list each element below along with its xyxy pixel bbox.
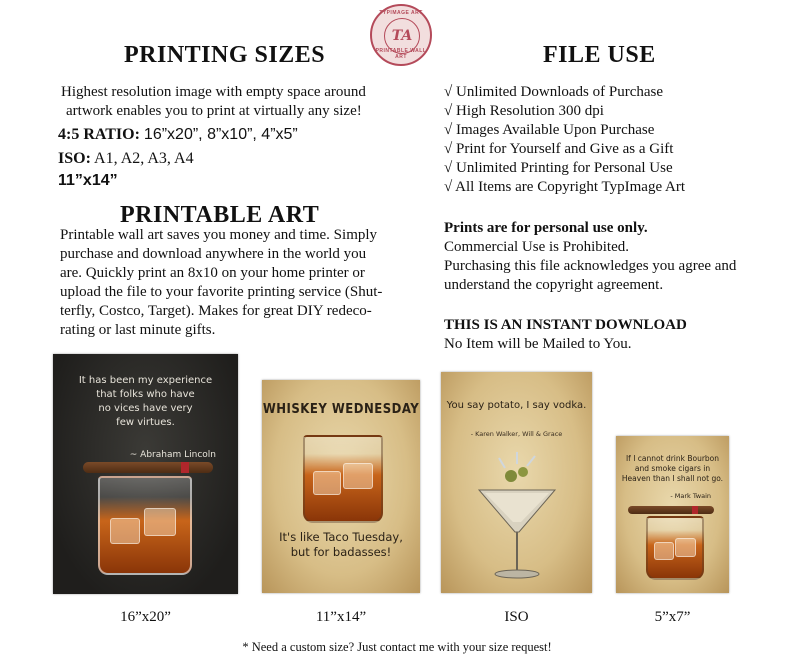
poster-vodka <box>441 372 592 593</box>
poster-lincoln-caption: 16”x20” <box>120 609 171 625</box>
ratio-label: 4:5 RATIO: <box>58 126 140 143</box>
file-use-title: FILE USE <box>543 42 656 68</box>
poster-whiskey-caption: 11”x14” <box>315 609 367 625</box>
logo-monogram: TA <box>384 18 420 54</box>
no-mail-note: No Item will be Mailed to You. <box>444 336 632 352</box>
commercial-note: Commercial Use is Prohibited. <box>444 239 629 255</box>
printable-line: purchase and download anywhere in the world you <box>60 246 367 262</box>
printable-line: are. Quickly print an 8x10 on your home printer or <box>60 265 365 281</box>
whiskey-glass-image <box>303 435 383 523</box>
extra-size: 11”x14” <box>58 172 118 189</box>
printable-line: rating or last minute gifts. <box>60 322 216 338</box>
logo-brand-text: TYPIMAGE ART <box>379 10 423 16</box>
printing-sizes-title: PRINTING SIZES <box>124 42 326 68</box>
feature-list <box>444 83 685 197</box>
poster-twain-author: - Mark Twain <box>670 492 711 500</box>
personal-use-note: Prints are for personal use only. <box>444 220 648 236</box>
poster-lincoln-author: ~ Abraham Lincoln <box>129 450 216 460</box>
feature-item: √ Unlimited Downloads of Purchase <box>444 84 664 100</box>
iso-label: ISO: <box>58 150 91 167</box>
poster-twain-caption: 5”x7” <box>654 609 691 625</box>
ratio-line <box>58 126 298 144</box>
poster-vodka-quote: You say potato, I say vodka. <box>446 400 587 411</box>
instant-download-heading: THIS IS AN INSTANT DOWNLOAD <box>444 317 687 333</box>
poster-whiskey-title: WHISKEY WEDNESDAY <box>262 402 420 417</box>
feature-item: √ Images Available Upon Purchase <box>444 122 655 138</box>
quote-line: that folks who have <box>96 389 195 400</box>
printable-art-title: PRINTABLE ART <box>120 202 320 228</box>
poster-twain-quote <box>616 454 729 484</box>
intro-line-1: Highest resolution image with empty space around <box>61 84 366 100</box>
iso-sizes: A1, A2, A3, A4 <box>94 150 194 167</box>
brand-logo <box>370 4 432 66</box>
intro-line-2: artwork enables you to print at virtually any size! <box>66 103 362 119</box>
poster-whiskey-quote <box>262 530 420 560</box>
poster-vodka-caption: ISO <box>504 609 529 625</box>
feature-item: √ All Items are Copyright TypImage Art <box>444 179 686 195</box>
quote-line: It has been my experience <box>78 375 213 386</box>
whiskey-glass-image <box>646 516 704 580</box>
cigar-image <box>83 462 213 473</box>
ratio-sizes: 16”x20”, 8”x10”, 4”x5” <box>143 126 298 143</box>
poster-whiskey-wednesday <box>262 380 420 593</box>
poster-lincoln <box>53 354 238 594</box>
feature-item: √ High Resolution 300 dpi <box>444 103 604 119</box>
iso-line <box>58 150 194 168</box>
whiskey-glass-image <box>98 476 192 575</box>
custom-size-footer: * Need a custom size? Just contact me with your size request! <box>242 640 552 654</box>
feature-item: √ Unlimited Printing for Personal Use <box>444 160 673 176</box>
agree-line-1: Purchasing this file acknowledges you agree and <box>444 258 737 274</box>
quote-line: but for badasses! <box>290 545 392 559</box>
quote-line: no vices have very <box>98 403 193 414</box>
quote-line: and smoke cigars in <box>634 464 711 473</box>
poster-vodka-author: - Karen Walker, Will & Grace <box>470 430 563 438</box>
quote-line: It's like Taco Tuesday, <box>279 530 403 544</box>
printable-line: terfly, Costco, Target). Makes for great DIY redeco- <box>60 303 372 319</box>
martini-glass-image <box>441 372 592 593</box>
cigar-image <box>628 506 714 514</box>
quote-line: Heaven than I shall not go. <box>621 474 724 483</box>
poster-twain <box>616 436 729 593</box>
printable-art-paragraph <box>60 226 415 340</box>
feature-item: √ Print for Yourself and Give as a Gift <box>444 141 674 157</box>
poster-lincoln-quote <box>53 374 238 430</box>
logo-sub-text: PRINTABLE WALL ART <box>375 48 427 60</box>
printable-line: Printable wall art saves you money and time. Simply <box>60 227 378 243</box>
quote-line: If I cannot drink Bourbon <box>625 454 720 463</box>
quote-line: few virtues. <box>116 417 175 428</box>
agree-line-2: understand the copyright agreement. <box>444 277 664 293</box>
printable-line: upload the file to your favorite printing service (Shut- <box>60 284 383 300</box>
